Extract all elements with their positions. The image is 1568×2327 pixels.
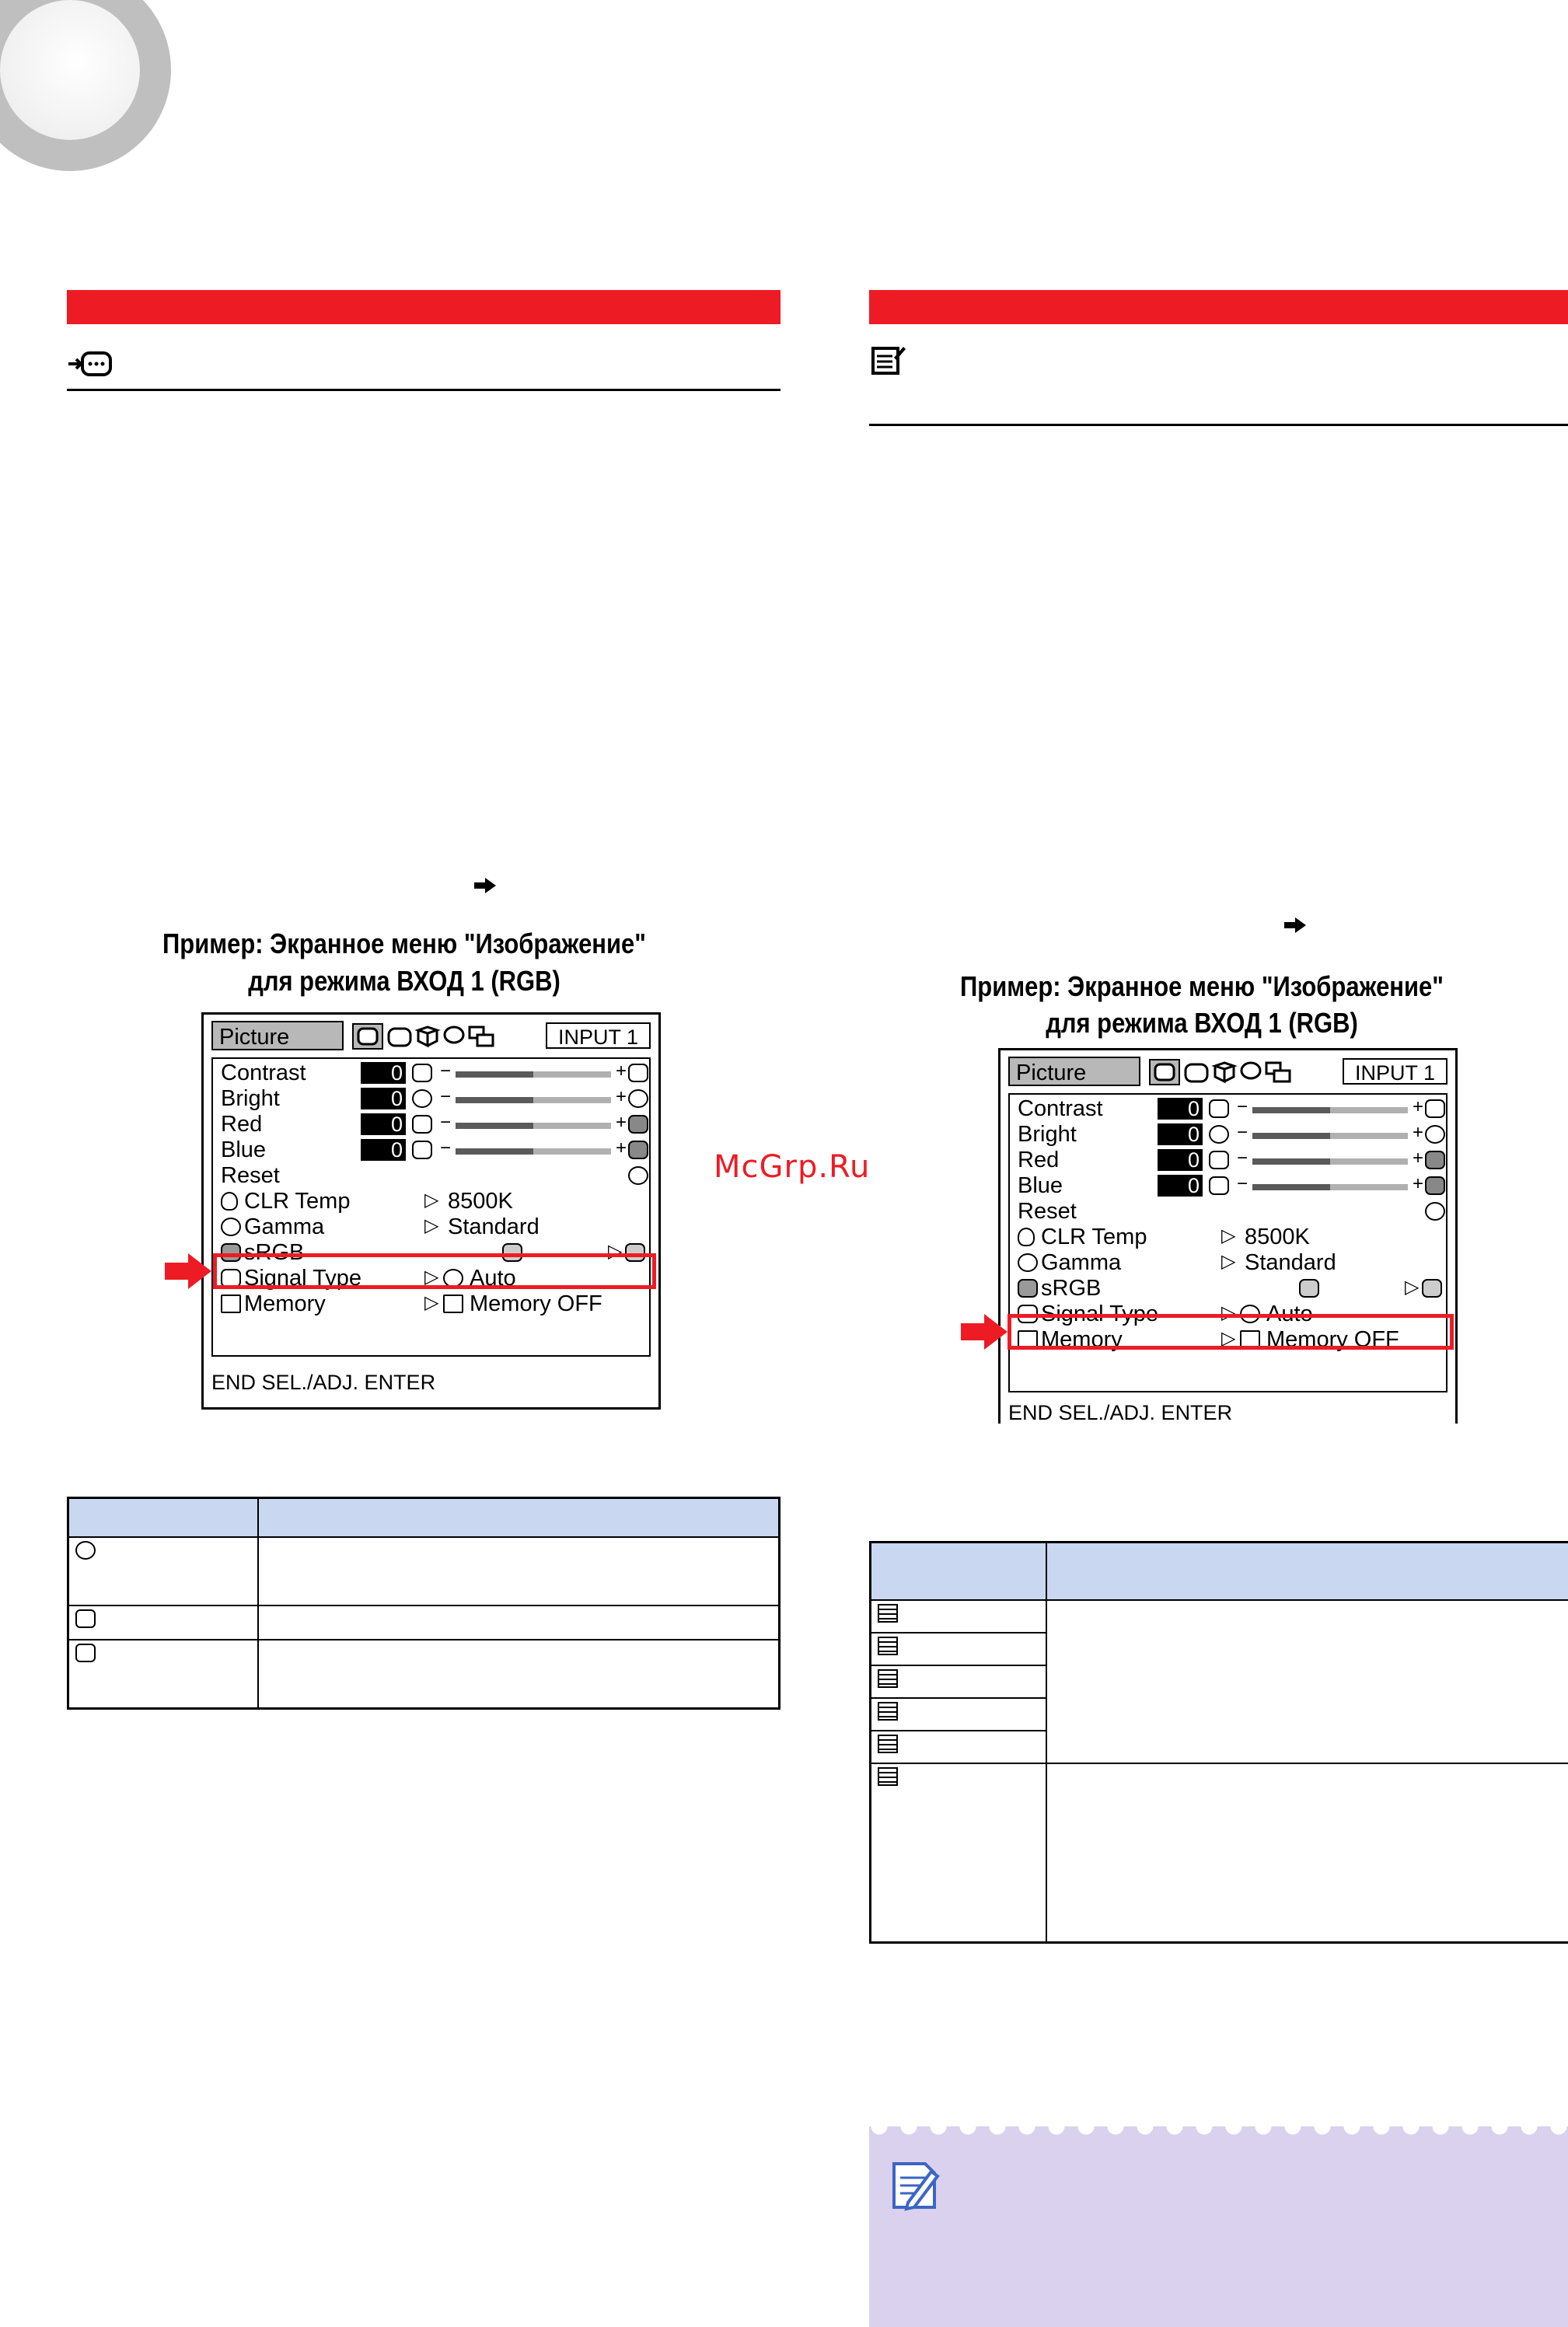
clr-temp-icon bbox=[1018, 1228, 1035, 1246]
memory-4-icon bbox=[878, 1702, 898, 1721]
plus-icon: + bbox=[616, 1086, 627, 1107]
submenu-arrow-icon: ▷ bbox=[1405, 1277, 1420, 1298]
osd-row-memory: Memory bbox=[244, 1291, 326, 1316]
blue-low-icon bbox=[1209, 1176, 1229, 1195]
table-cell bbox=[871, 1633, 1047, 1665]
srgb-off-icon bbox=[1299, 1279, 1319, 1298]
bright-slider bbox=[1252, 1133, 1408, 1139]
brightness-high-icon bbox=[1425, 1125, 1445, 1144]
left-heading-rule bbox=[67, 389, 781, 391]
gamma-icon bbox=[1018, 1253, 1038, 1272]
minus-icon: − bbox=[440, 1112, 452, 1133]
osd-row-gamma: Gamma bbox=[1041, 1250, 1122, 1275]
watermark: McGrp.Ru bbox=[714, 1149, 871, 1185]
osd-value-gamma: Standard bbox=[448, 1214, 540, 1239]
minus-icon: − bbox=[440, 1060, 452, 1081]
minus-icon: − bbox=[1237, 1122, 1248, 1143]
contrast-icon bbox=[412, 1064, 432, 1082]
osd-value-red: 0 bbox=[361, 1113, 406, 1135]
rgb-signal-icon bbox=[75, 1609, 96, 1628]
blue-high-icon bbox=[628, 1141, 648, 1159]
table-cell bbox=[68, 1640, 259, 1708]
red-high-icon bbox=[1425, 1151, 1445, 1169]
pencil-note-icon bbox=[886, 2158, 942, 2213]
minus-icon: − bbox=[1237, 1173, 1248, 1194]
submenu-arrow-icon: ▷ bbox=[1221, 1251, 1236, 1272]
memory-off-icon bbox=[443, 1295, 463, 1313]
submenu-arrow-icon: ▷ bbox=[608, 1241, 623, 1262]
note-box bbox=[869, 2126, 1568, 2327]
osd-tab-picture: Picture bbox=[1008, 1057, 1140, 1086]
contrast-icon bbox=[1209, 1099, 1229, 1118]
plus-icon: + bbox=[616, 1112, 627, 1133]
osd-row-reset: Reset bbox=[221, 1163, 280, 1188]
plus-icon: + bbox=[1413, 1173, 1424, 1194]
table-cell bbox=[258, 1605, 780, 1640]
right-arrow-icon bbox=[1284, 916, 1308, 935]
submenu-arrow-icon: ▷ bbox=[424, 1215, 439, 1236]
osd-value-clr-temp: 8500K bbox=[1245, 1225, 1310, 1249]
osd-menu-right bbox=[998, 1048, 1458, 1424]
brightness-icon bbox=[1209, 1125, 1229, 1144]
srgb-icon bbox=[1018, 1279, 1038, 1298]
memory-5-icon bbox=[878, 1735, 898, 1753]
osd-value-gamma: Standard bbox=[1245, 1250, 1336, 1275]
plus-icon: + bbox=[616, 1137, 627, 1158]
srgb-on-icon bbox=[1422, 1279, 1442, 1298]
memory-off-icon bbox=[878, 1767, 898, 1786]
memory-2-icon bbox=[878, 1637, 898, 1655]
memory-table bbox=[869, 1541, 1568, 1944]
submenu-arrow-icon: ▷ bbox=[1221, 1302, 1236, 1323]
blue-slider bbox=[1252, 1184, 1408, 1190]
blue-low-icon bbox=[412, 1141, 432, 1159]
osd-value-signal-type: Auto bbox=[470, 1266, 516, 1291]
memory-row-icon bbox=[221, 1295, 241, 1313]
osd-row-contrast: Contrast bbox=[1018, 1096, 1103, 1121]
left-arrow-icon bbox=[474, 876, 498, 895]
plus-icon: + bbox=[1413, 1148, 1424, 1169]
right-section-bar bbox=[869, 290, 1568, 324]
memory-1-icon bbox=[878, 1604, 898, 1623]
minus-icon: − bbox=[1237, 1148, 1248, 1169]
osd-row-srgb: sRGB bbox=[244, 1240, 305, 1265]
osd-value-bright: 0 bbox=[1158, 1123, 1203, 1145]
red-low-icon bbox=[1209, 1151, 1229, 1169]
osd-row-bright: Bright bbox=[221, 1086, 280, 1111]
submenu-arrow-icon: ▷ bbox=[1221, 1225, 1236, 1246]
bright-slider bbox=[456, 1097, 611, 1103]
right-memory-highlight bbox=[1008, 1314, 1454, 1350]
red-slider bbox=[1252, 1158, 1408, 1165]
osd-row-srgb: sRGB bbox=[1041, 1276, 1102, 1301]
osd-footer: END SEL./ADJ. ENTER bbox=[1008, 1401, 1233, 1424]
red-low-icon bbox=[412, 1115, 432, 1134]
red-high-icon bbox=[628, 1115, 648, 1134]
memory-3-icon bbox=[878, 1669, 898, 1688]
submenu-arrow-icon: ▷ bbox=[424, 1292, 439, 1313]
note-scallop-edge bbox=[869, 2117, 1568, 2136]
left-caption-line2: для режима ВХОД 1 (RGB) bbox=[248, 965, 560, 997]
osd-tab-icons bbox=[1148, 1058, 1304, 1086]
signal-type-table bbox=[67, 1497, 781, 1710]
osd-row-blue: Blue bbox=[1018, 1173, 1063, 1198]
osd-value-contrast: 0 bbox=[1158, 1098, 1203, 1120]
table-cell bbox=[1046, 1763, 1568, 1942]
table-header bbox=[68, 1498, 259, 1538]
osd-footer: END SEL./ADJ. ENTER bbox=[211, 1371, 436, 1394]
table-cell bbox=[871, 1665, 1047, 1698]
osd-input-label: INPUT 1 bbox=[546, 1022, 651, 1049]
osd-row-red: Red bbox=[1018, 1148, 1060, 1172]
right-pointer-arrow-icon bbox=[961, 1314, 1008, 1350]
right-caption-line2: для режима ВХОД 1 (RGB) bbox=[1046, 1007, 1358, 1039]
plus-icon: + bbox=[1413, 1122, 1424, 1143]
osd-value-red: 0 bbox=[1158, 1149, 1203, 1171]
osd-value-clr-temp: 8500K bbox=[448, 1189, 513, 1214]
osd-row-red: Red bbox=[221, 1112, 263, 1137]
reset-icon bbox=[1425, 1202, 1445, 1221]
blue-high-icon bbox=[1425, 1176, 1445, 1195]
left-section-bar bbox=[67, 290, 781, 324]
table-cell bbox=[68, 1605, 259, 1640]
osd-value-memory: Memory OFF bbox=[470, 1291, 602, 1316]
red-slider bbox=[456, 1123, 611, 1129]
osd-row-blue: Blue bbox=[221, 1137, 267, 1162]
plus-icon: + bbox=[616, 1060, 627, 1081]
table-cell bbox=[871, 1731, 1047, 1763]
right-caption-line1: Пример: Экранное меню "Изображение" bbox=[960, 970, 1444, 1002]
contrast-slider bbox=[456, 1071, 611, 1078]
page-corner-tab bbox=[0, 0, 171, 171]
osd-value-blue: 0 bbox=[1158, 1175, 1203, 1197]
clr-temp-icon bbox=[221, 1192, 238, 1211]
brightness-icon bbox=[412, 1089, 432, 1108]
osd-row-bright: Bright bbox=[1018, 1122, 1077, 1147]
table-header bbox=[1046, 1543, 1568, 1601]
contrast-high-icon bbox=[1425, 1099, 1445, 1118]
auto-signal-icon bbox=[75, 1541, 96, 1560]
table-cell bbox=[871, 1600, 1047, 1633]
osd-row-reset: Reset bbox=[1018, 1199, 1077, 1224]
gamma-icon bbox=[221, 1218, 241, 1236]
left-caption-line1: Пример: Экранное меню "Изображение" bbox=[162, 928, 646, 959]
signal-type-icon bbox=[67, 348, 113, 379]
osd-tab-icons bbox=[351, 1022, 507, 1050]
osd-row-signal-type: Signal Type bbox=[1041, 1302, 1159, 1326]
table-cell bbox=[1046, 1600, 1568, 1763]
osd-row-memory: Memory bbox=[1041, 1327, 1123, 1352]
osd-row-contrast: Contrast bbox=[221, 1060, 306, 1085]
table-header bbox=[871, 1543, 1047, 1601]
osd-row-clr-temp: CLR Temp bbox=[244, 1189, 351, 1214]
table-cell bbox=[258, 1640, 780, 1708]
memory-icon bbox=[871, 342, 906, 378]
left-signal-type-highlight bbox=[213, 1253, 656, 1289]
brightness-high-icon bbox=[628, 1089, 648, 1108]
submenu-arrow-icon: ▷ bbox=[424, 1190, 439, 1211]
submenu-arrow-icon: ▷ bbox=[424, 1267, 439, 1288]
reset-icon bbox=[628, 1166, 648, 1185]
osd-row-gamma: Gamma bbox=[244, 1214, 325, 1239]
submenu-arrow-icon: ▷ bbox=[1221, 1328, 1236, 1349]
right-heading-rule bbox=[869, 424, 1568, 426]
component-signal-icon bbox=[75, 1644, 96, 1662]
osd-tab-picture: Picture bbox=[211, 1021, 344, 1050]
table-header bbox=[258, 1498, 780, 1538]
contrast-slider bbox=[1252, 1107, 1408, 1113]
table-cell bbox=[871, 1698, 1047, 1731]
osd-value-memory: Memory OFF bbox=[1266, 1327, 1399, 1352]
left-pointer-arrow-icon bbox=[165, 1253, 211, 1289]
osd-value-signal-type: Auto bbox=[1266, 1302, 1313, 1326]
table-cell bbox=[68, 1537, 259, 1605]
minus-icon: − bbox=[1237, 1096, 1248, 1117]
plus-icon: + bbox=[1413, 1096, 1424, 1117]
osd-value-bright: 0 bbox=[361, 1088, 406, 1109]
minus-icon: − bbox=[440, 1086, 452, 1107]
table-cell bbox=[258, 1537, 780, 1605]
minus-icon: − bbox=[440, 1137, 452, 1158]
osd-input-label: INPUT 1 bbox=[1343, 1058, 1448, 1085]
table-cell bbox=[871, 1763, 1047, 1942]
blue-slider bbox=[456, 1148, 611, 1155]
osd-menu-left bbox=[201, 1012, 661, 1410]
osd-row-signal-type: Signal Type bbox=[244, 1266, 362, 1291]
osd-value-contrast: 0 bbox=[361, 1062, 406, 1084]
osd-value-blue: 0 bbox=[361, 1139, 406, 1161]
osd-row-clr-temp: CLR Temp bbox=[1041, 1225, 1147, 1249]
contrast-high-icon bbox=[628, 1064, 648, 1082]
